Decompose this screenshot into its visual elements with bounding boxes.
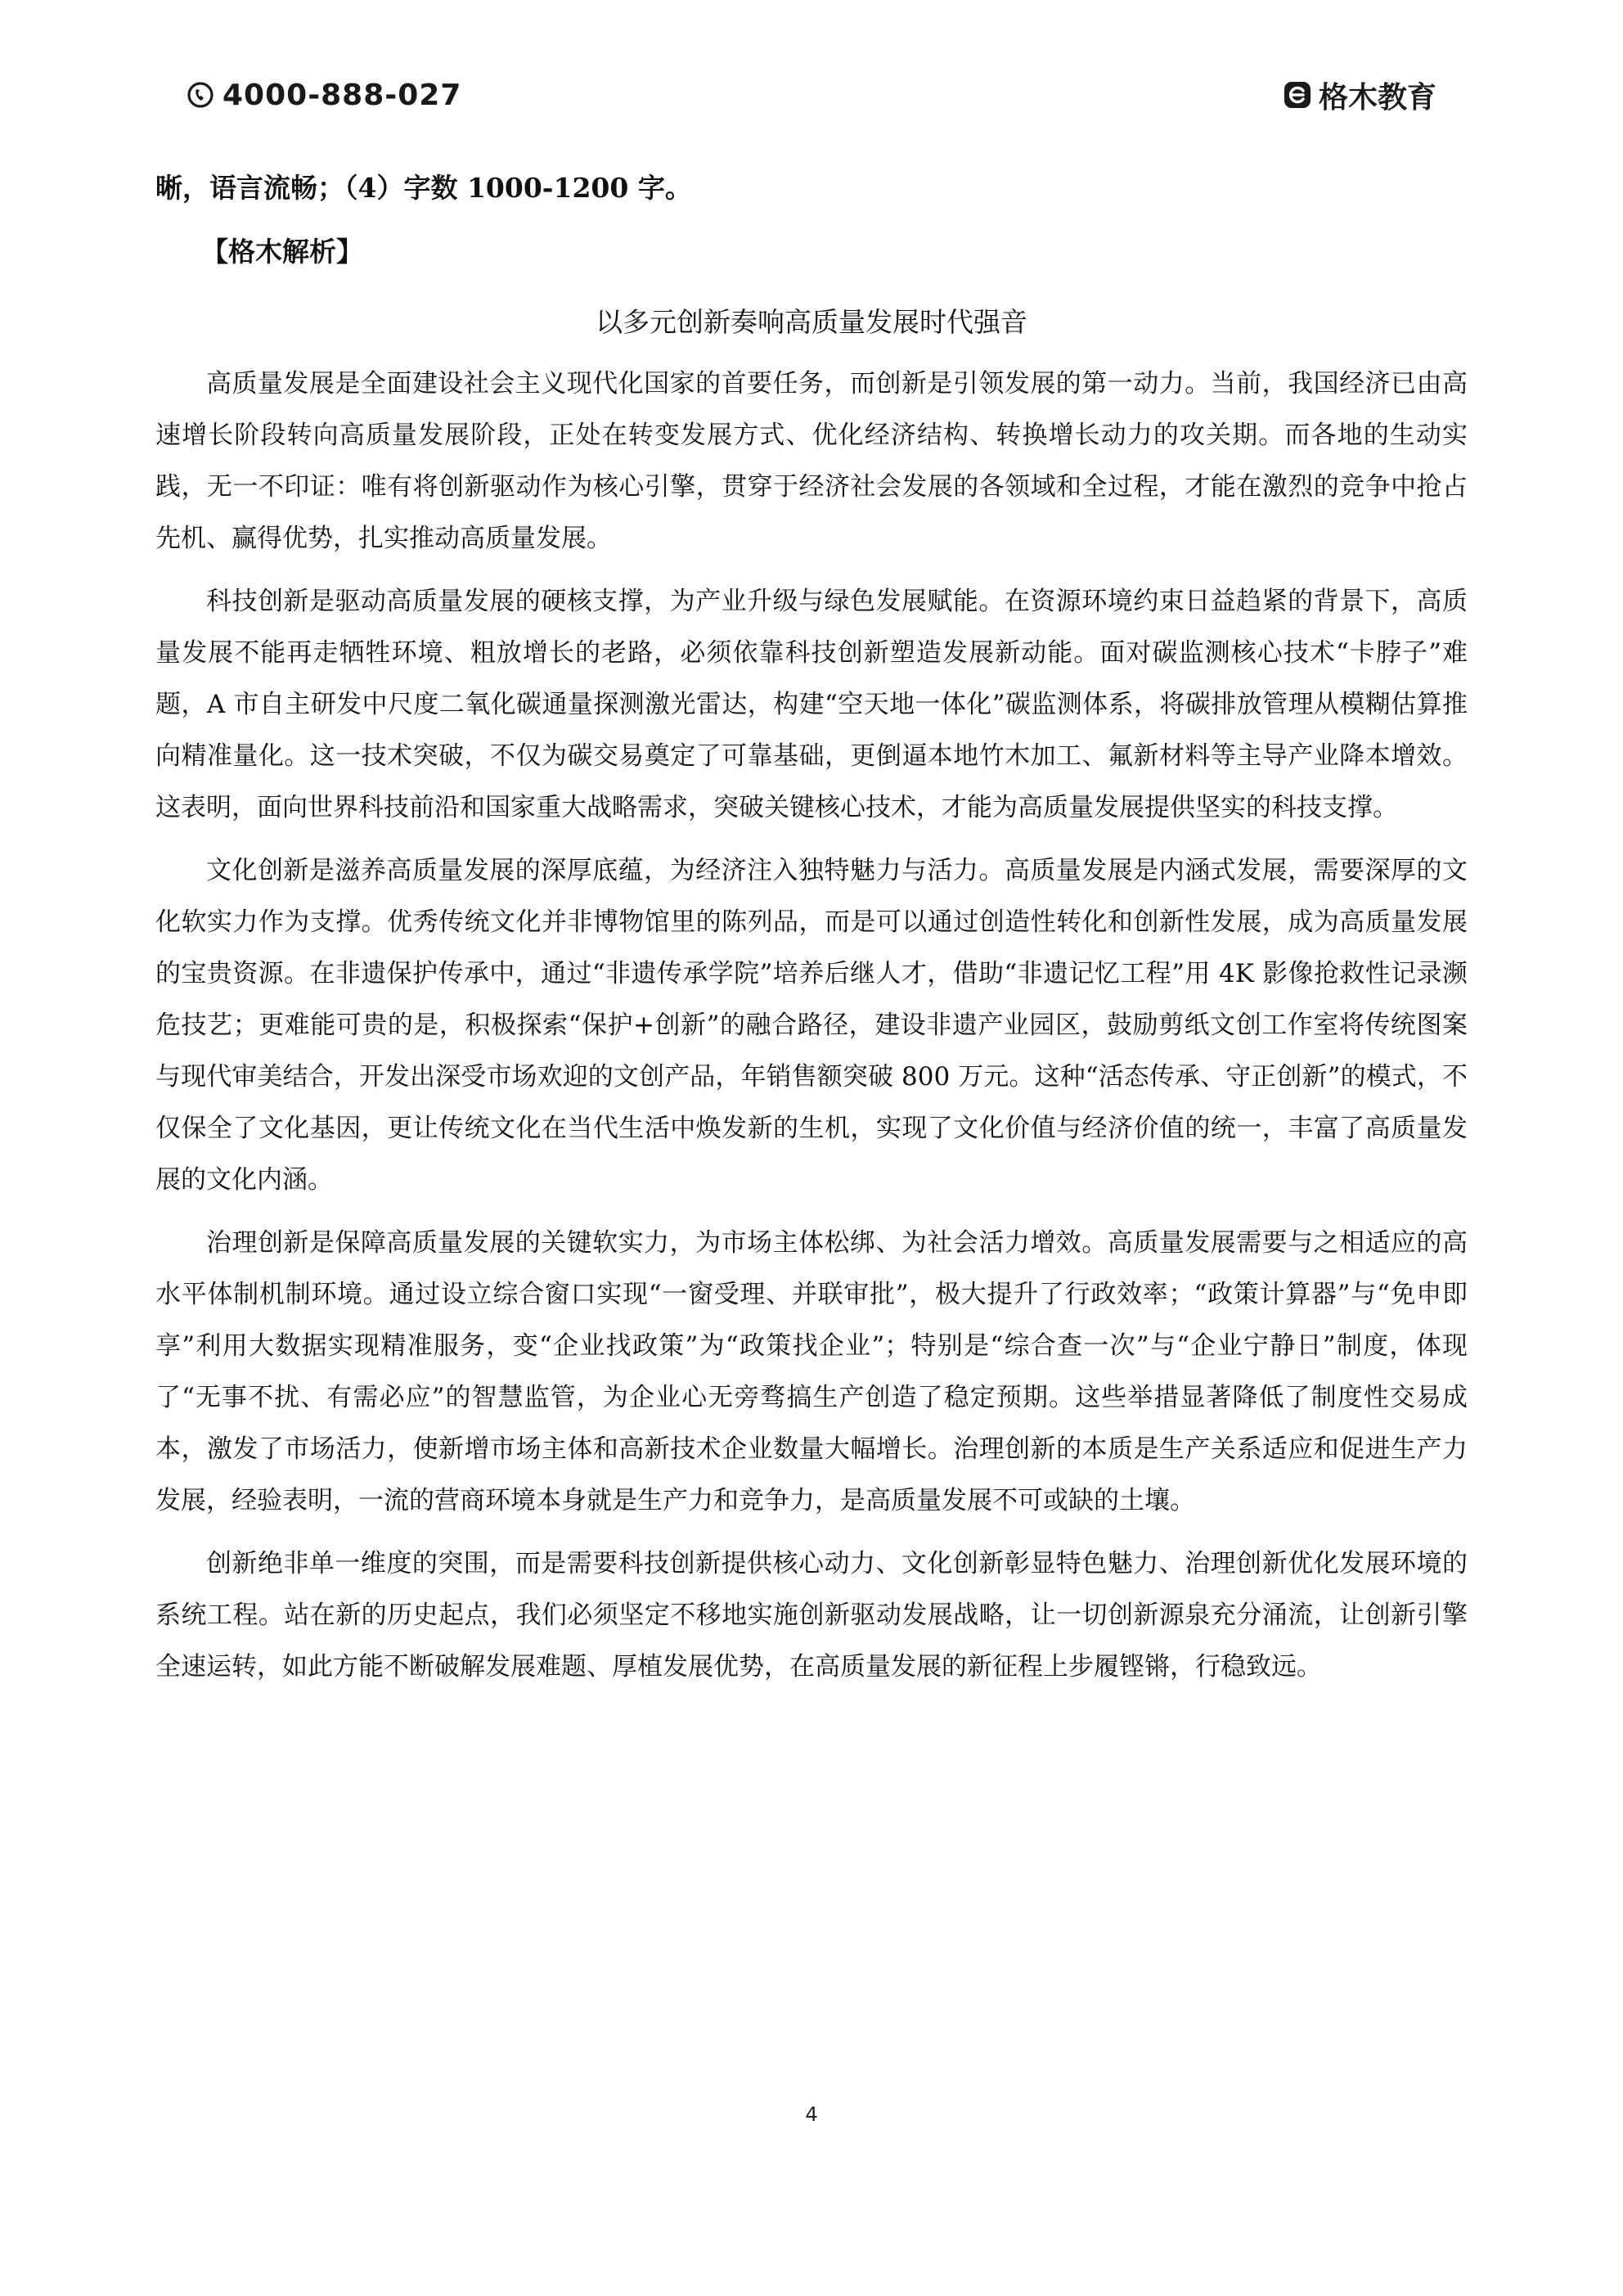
essay-title: 以多元创新奏响高质量发展时代强音 <box>596 306 1027 338</box>
brand-name: 格木教育 <box>1318 80 1436 115</box>
essay-paragraph-conclusion: 创新绝非单一维度的突围，而是需要科技创新提供核心动力、文化创新彰显特色魅力、治理创新优化发展环境的系统工程。站在新的历史起点，我们必须坚定不移地实施创新驱动发展战略，让一切创新源泉充分涌流，让创新引擎全速运转，如此方能不断破解发展难题、厚植发展优势，在高质量发展的新征程上步履铿锵，行稳致远。 <box>155 1549 1468 1681</box>
gemu-logo-icon <box>1283 80 1312 110</box>
essay-paragraph-governance: 治理创新是保障高质量发展的关键软实力，为市场主体松绑、为社会活力增效。高质量发展需要与之相适应的高水平体制机制环境。通过设立综合窗口实现“一窗受理、并联审批”，极大提升了行政效率；“政策计算器”与“免申即享”利用大数据实现精准服务，变“企业找政策”为“政策找企业”；特别是“综合查一次”与“企业宁静日”制度，体现了“无事不扰、有需必应”的智慧监管，为企业心无旁骛搞生产创造了稳定预期。这些举措显著降低了制度性交易成本，激发了市场活力，使新增市场主体和高新技术企业数量大幅增长。治理创新的本质是生产关系适应和促进生产力发展，经验表明，一流的营商环境本身就是生产力和竞争力，是高质量发展不可或缺的土壤。 <box>155 1228 1468 1515</box>
brand <box>1283 74 1436 116</box>
document-body <box>155 164 1468 1693</box>
page-header <box>187 72 1436 118</box>
hotline <box>187 79 461 112</box>
analysis-label: 【格木解析】 <box>201 236 363 268</box>
phone-icon <box>187 81 214 109</box>
hotline-number: 4000-888-027 <box>223 78 462 112</box>
essay-paragraph-intro: 高质量发展是全面建设社会主义现代化国家的首要任务，而创新是引领发展的第一动力。当前，我国经济已由高速增长阶段转向高质量发展阶段，正处在转变发展方式、优化经济结构、转换增长动力的攻关期。而各地的生动实践，无一不印证：唯有将创新驱动作为核心引擎，贯穿于经济社会发展的各领域和全过程，才能在激烈的竞争中抢占先机、赢得优势，扎实推动高质量发展。 <box>155 369 1468 553</box>
requirements-tail: 晰，语言流畅；（4）字数 1000-1200 字。 <box>155 172 692 204</box>
page-number: 4 <box>805 2103 818 2126</box>
essay-paragraph-tech: 科技创新是驱动高质量发展的硬核支撑，为产业升级与绿色发展赋能。在资源环境约束日益趋紧的背景下，高质量发展不能再走牺牲环境、粗放增长的老路，必须依靠科技创新塑造发展新动能。面对碳监测核心技术“卡脖子”难题，A 市自主研发中尺度二氧化碳通量探测激光雷达，构建“空天地一体化”碳监测体系，将碳排放管理从模糊估算推向精准量化。这一技术突破，不仅为碳交易奠定了可靠基础，更倒逼本地竹木加工、氟新材料等主导产业降本增效。这表明，面向世界科技前沿和国家重大战略需求，突破关键核心技术，才能为高质量发展提供坚实的科技支撑。 <box>155 587 1468 822</box>
essay-paragraph-culture: 文化创新是滋养高质量发展的深厚底蕴，为经济注入独特魅力与活力。高质量发展是内涵式发展，需要深厚的文化软实力作为支撑。优秀传统文化并非博物馆里的陈列品，而是可以通过创造性转化和创新性发展，成为高质量发展的宝贵资源。在非遗保护传承中，通过“非遗传承学院”培养后继人才，借助“非遗记忆工程”用 4K 影像抢救性记录濒危技艺；更难能可贵的是，积极探索“保护+创新”的融合路径，建设非遗产业园区，鼓励剪纸文创工作室将传统图案与现代审美结合，开发出深受市场欢迎的文创产品，年销售额突破 800 万元。这种“活态传承、守正创新”的模式，不仅保全了文化基因，更让传统文化在当代生活中焕发新的生机，实现了文化价值与经济价值的统一，丰富了高质量发展的文化内涵。 <box>155 856 1468 1195</box>
